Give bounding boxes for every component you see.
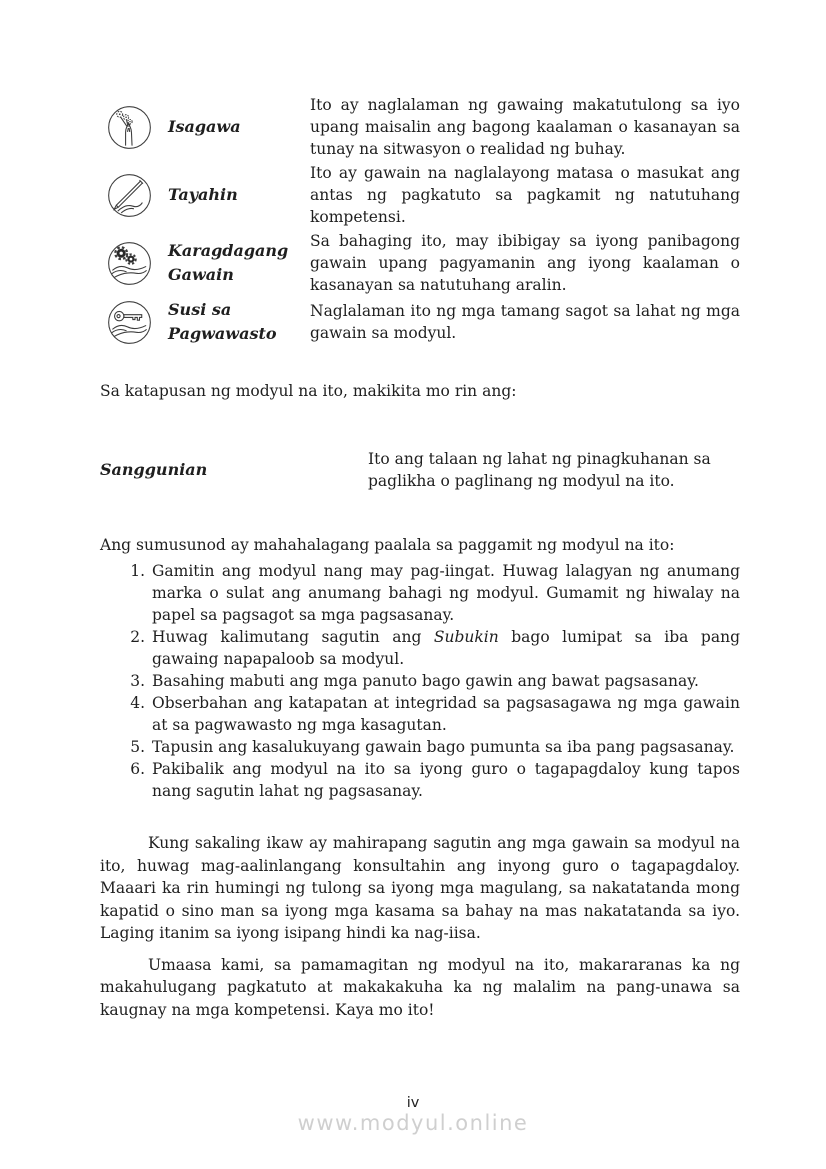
sanggunian-label: Sanggunian <box>100 460 208 479</box>
icon-legend-table <box>100 94 740 346</box>
legend-label-karagdagang-gawain: Karagdagang Gawain <box>168 241 289 284</box>
reminder-item-2-suffix: bago lumipat sa iba pang gawaing napapaloob sa modyul. <box>152 628 740 668</box>
closing-line: Sa katapusan ng modyul na ito, makikita mo rin ang: <box>100 382 517 400</box>
legend-label-susi-sa-pagwawasto: Susi sa Pagwawasto <box>168 300 277 343</box>
body-paragraph-1: Kung sakaling ikaw ay mahirapang sagutin ang mga gawain sa modyul na ito, huwag mag-aalinlangang konsultahin ang inyong guro o tagapagdaloy. Maaari ka rin humingi ng tulong sa iyong mga magulang, sa nakatatanda mong kapatid o sino man sa iyong mga kasama sa bahay na mas nakatatanda sa iyo. Laging itanim sa iyong isipang hindi ka nag-iisa. <box>100 834 740 942</box>
reminders-intro: Ang sumusunod ay mahahalagang paalala sa paggamit ng modyul na ito: <box>100 536 675 554</box>
sanggunian-description: Ito ang talaan ng lahat ng pinagkuhanan sa paglikha o paglinang ng modyul na ito. <box>368 450 711 490</box>
legend-description-susi-sa-pagwawasto: Naglalaman ito ng mga tamang sagot sa lahat ng mga gawain sa modyul. <box>310 302 740 342</box>
page-content <box>100 94 740 1021</box>
reminder-item-4-text: Obserbahan ang katapatan at integridad sa pagsasagawa ng mga gawain at sa pagwawasto ng mga kasagutan. <box>152 694 740 734</box>
hand-writing-pen-icon <box>107 173 152 218</box>
page-number: iv <box>406 1095 420 1111</box>
legend-label-isagawa: Isagawa <box>168 117 241 136</box>
hand-holding-flowers-icon <box>107 105 152 150</box>
reminder-item-2 <box>150 626 740 670</box>
reminder-item-1 <box>150 560 740 626</box>
reminder-item-2-prefix: Huwag kalimutang sagutin ang <box>152 628 434 646</box>
reminder-item-5-text: Tapusin ang kasalukuyang gawain bago pumunta sa iba pang pagsasanay. <box>152 738 735 756</box>
legend-row-isagawa <box>100 94 740 160</box>
legend-row-tayahin <box>100 162 740 228</box>
legend-description-isagawa: Ito ay naglalaman ng gawaing makatutulong sa iyo upang maisalin ang bagong kaalaman o kasanayan sa tunay na sitwasyon o realidad ng buhay. <box>310 96 740 158</box>
reminder-item-6 <box>150 758 740 802</box>
reminder-item-4 <box>150 692 740 736</box>
reminders-list <box>100 560 740 802</box>
body-paragraph-2: Umaasa kami, sa pamamagitan ng modyul na ito, makararanas ka ng makahulugang pagkatuto at makakakuha ka ng malalim na pang-unawa sa kaugnay na mga kompetensi. Kaya mo ito! <box>100 955 740 1019</box>
reminder-item-3-text: Basahing mabuti ang mga panuto bago gawin ang bawat pagsasanay. <box>152 672 699 690</box>
reminder-item-3 <box>150 670 740 692</box>
legend-row-karagdagang-gawain <box>100 230 740 296</box>
gears-over-hand-icon <box>107 241 152 286</box>
reminder-item-6-text: Pakibalik ang modyul na ito sa iyong guro o tagapagdaloy kung tapos nang sagutin lahat ng pagsasanay. <box>152 760 740 800</box>
legend-description-tayahin: Ito ay gawain na naglalayong matasa o masukat ang antas ng pagkatuto sa pagkamit ng natutuhang kompetensi. <box>310 164 740 226</box>
reminder-item-1-text: Gamitin ang modyul nang may pag-iingat. Huwag lalagyan ng anumang marka o sulat ang anumang bahagi ng modyul. Gumamit ng hiwalay na papel sa pagsagot sa mga pagsasanay. <box>152 562 740 624</box>
legend-description-karagdagang-gawain: Sa bahaging ito, may ibibigay sa iyong panibagong gawain upang pagyamanin ang iyong kaalaman o kasanayan sa natutuhang aralin. <box>310 232 740 294</box>
reminder-item-2-italic-term: Subukin <box>433 628 499 646</box>
sanggunian-row <box>100 448 740 494</box>
key-over-hand-icon <box>107 300 152 345</box>
legend-label-tayahin: Tayahin <box>168 185 238 204</box>
legend-row-susi-sa-pagwawasto <box>100 298 740 346</box>
reminder-item-5 <box>150 736 740 758</box>
watermark-text: www.modyul.online <box>297 1111 529 1135</box>
